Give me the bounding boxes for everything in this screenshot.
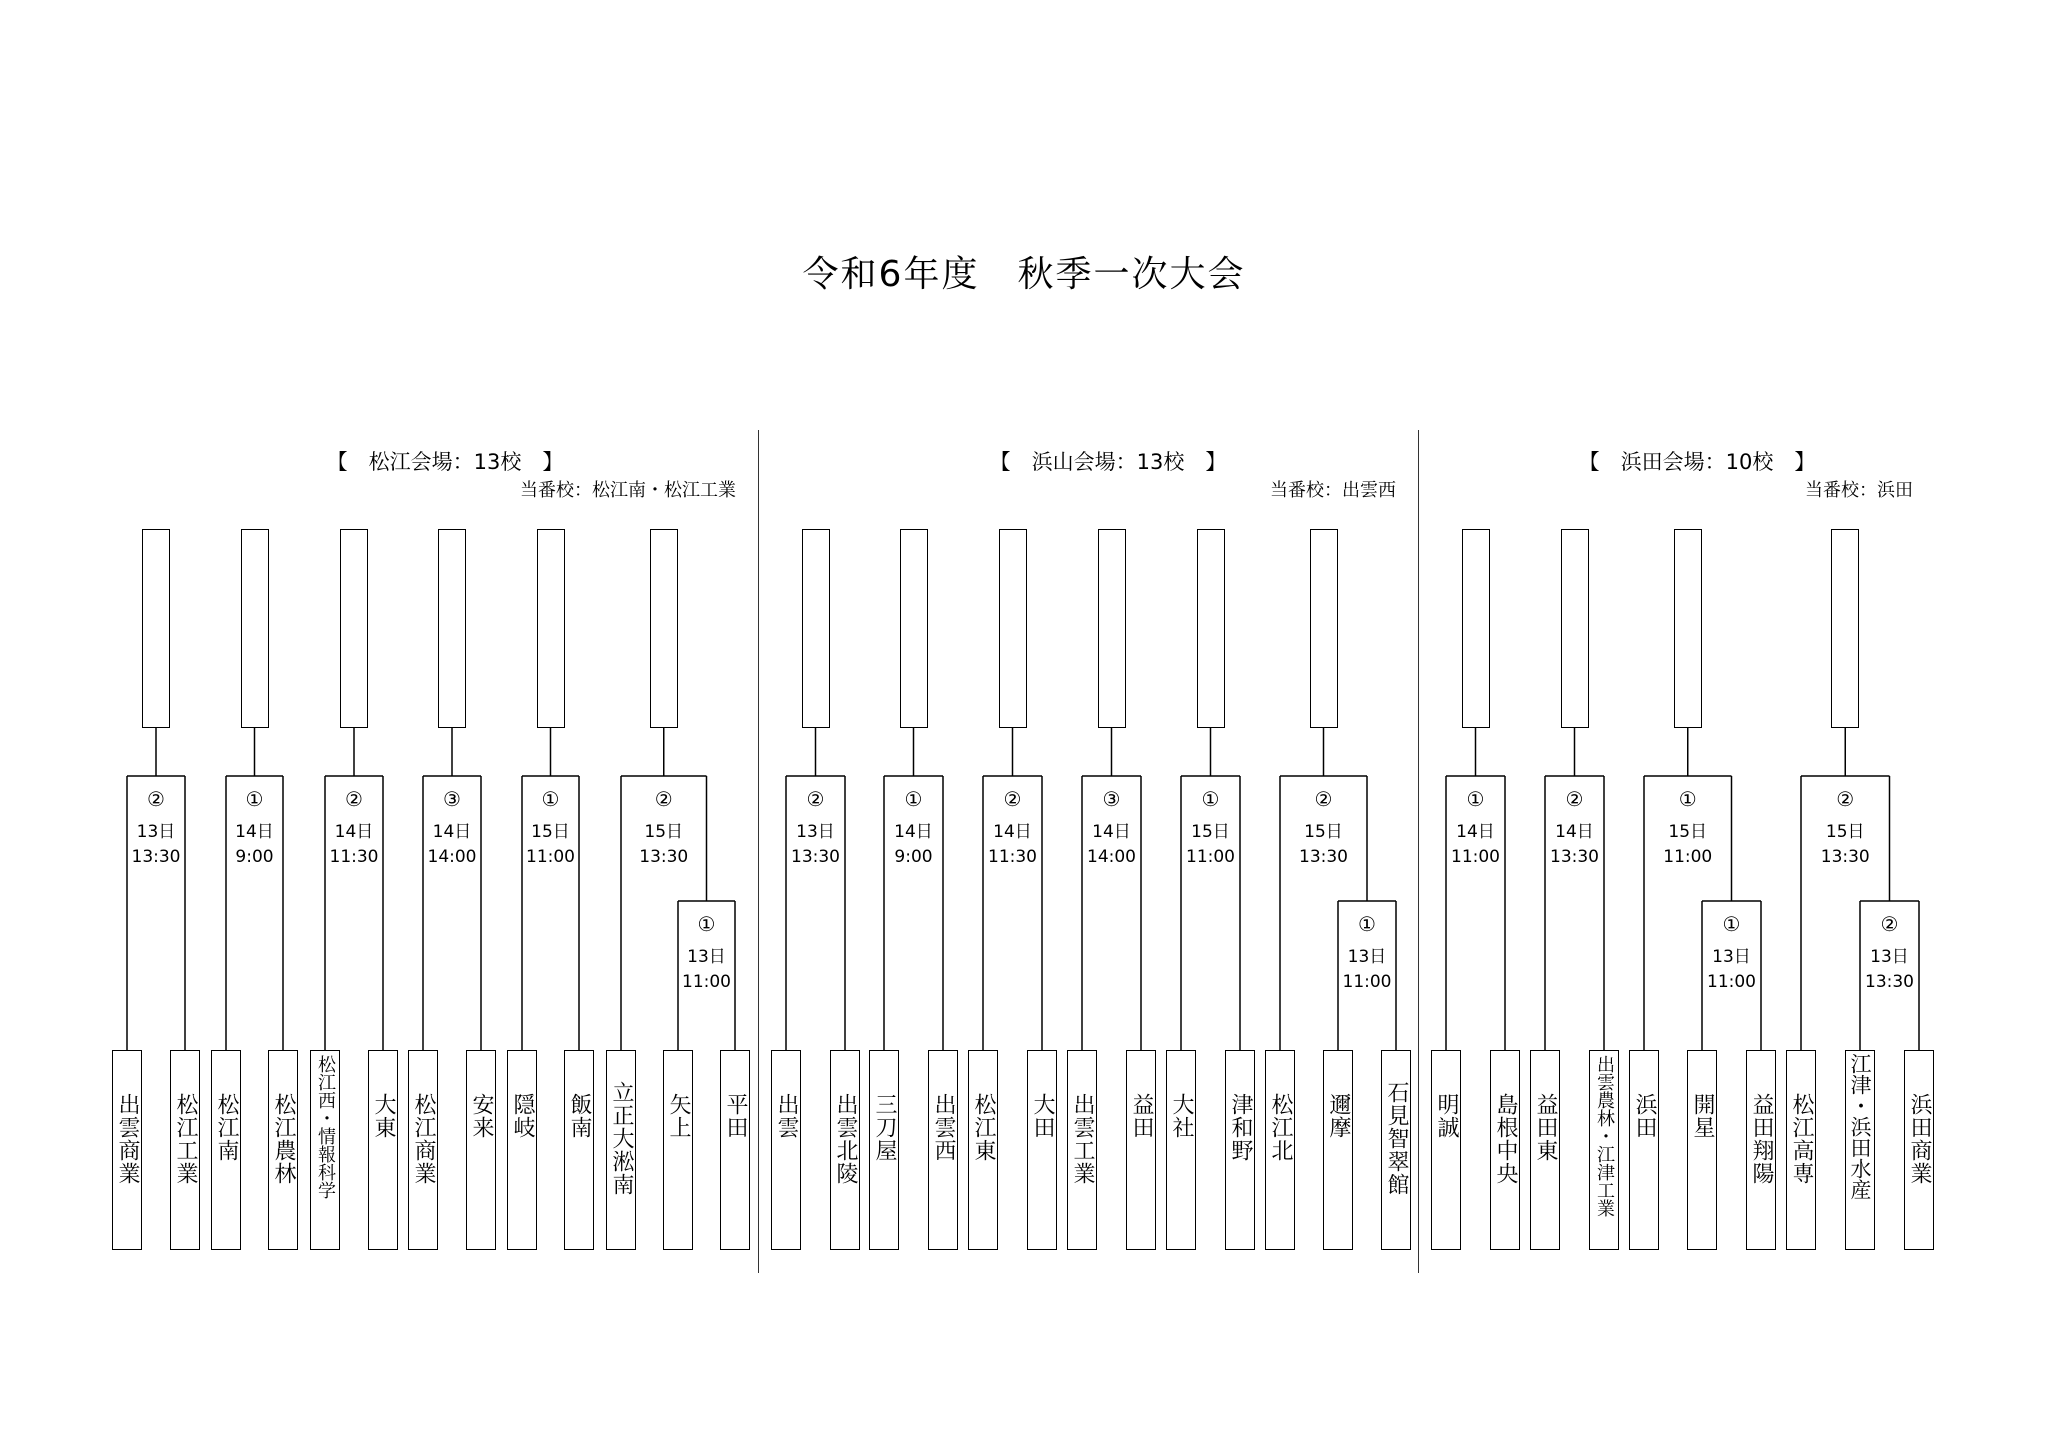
team-name: 松江南 (211, 1050, 241, 1250)
winner-box (1462, 529, 1490, 728)
match-time: 14:00 (427, 847, 477, 867)
team-name: 邇摩 (1323, 1050, 1353, 1250)
match-info (622, 787, 706, 870)
match-day: 15日 (1668, 822, 1708, 842)
match-info (1690, 912, 1774, 995)
match-time: 11:00 (526, 847, 575, 867)
team-name: 立正大淞南 (606, 1050, 636, 1250)
match-day: 15日 (1304, 822, 1343, 842)
team-name: 松江農林 (268, 1050, 298, 1250)
match-day: 13日 (136, 822, 176, 842)
match-time: 9:00 (894, 847, 933, 867)
team-name: 出雲北陵 (830, 1050, 860, 1250)
match-number: ② (147, 787, 165, 811)
team-name: 浜田 (1629, 1050, 1659, 1250)
winner-box (241, 529, 269, 728)
match-day: 13日 (687, 947, 726, 967)
team-name: 江津・浜田水産 (1845, 1050, 1875, 1250)
team-name: 出雲商業 (112, 1050, 142, 1250)
winner-box (1098, 529, 1126, 728)
winner-box (900, 529, 928, 728)
match-number: ① (1358, 912, 1376, 936)
match-time: 11:00 (682, 972, 731, 992)
match-info (1282, 787, 1366, 870)
team-name: 益田東 (1530, 1050, 1560, 1250)
match-number: ③ (443, 787, 461, 811)
winner-box (802, 529, 830, 728)
team-name: 益田翔陽 (1746, 1050, 1776, 1250)
team-name: 松江西・情報科学 (310, 1050, 340, 1250)
team-name: 大東 (368, 1050, 398, 1250)
team-name: 松江商業 (408, 1050, 438, 1250)
team-name: 益田 (1126, 1050, 1156, 1250)
match-info (312, 787, 396, 870)
match-number: ① (245, 787, 264, 811)
match-number: ① (541, 787, 560, 811)
match-time: 11:30 (329, 847, 379, 867)
team-name: 松江東 (968, 1050, 998, 1250)
match-number: ① (1678, 787, 1697, 811)
team-name: 島根中央 (1490, 1050, 1520, 1250)
team-name: 大田 (1027, 1050, 1057, 1250)
match-info (971, 787, 1055, 870)
team-name: 出雲農林・江津工業 (1589, 1050, 1619, 1250)
match-time: 13:30 (1299, 847, 1348, 867)
venue-heading-hamayama: 【 浜山会場：13校 】 (989, 450, 1227, 474)
match-day: 13日 (1712, 947, 1751, 967)
venue-heading-matsue: 【 松江会場：13校 】 (326, 450, 564, 474)
match-time: 11:00 (1451, 847, 1500, 867)
team-name: 飯南 (564, 1050, 594, 1250)
team-name: 出雲 (771, 1050, 801, 1250)
team-name: 隠岐 (507, 1050, 537, 1250)
match-day: 15日 (1191, 822, 1230, 842)
match-time: 14:00 (1087, 847, 1136, 867)
match-time: 9:00 (235, 847, 274, 867)
match-number: ① (1466, 787, 1485, 811)
winner-box (340, 529, 368, 728)
team-name: 明誠 (1431, 1050, 1461, 1250)
winner-box (142, 529, 170, 728)
team-name: 松江高専 (1786, 1050, 1816, 1250)
duty-school-matsue: 当番校：松江南・松江工業 (520, 480, 736, 501)
match-time: 11:30 (988, 847, 1037, 867)
winner-box (1310, 529, 1338, 728)
team-name: 浜田商業 (1904, 1050, 1934, 1250)
match-time: 13:30 (791, 847, 840, 867)
team-name: 松江工業 (170, 1050, 200, 1250)
match-day: 14日 (432, 822, 472, 842)
match-day: 15日 (1825, 822, 1865, 842)
match-time: 11:00 (1663, 847, 1713, 867)
winner-box (1561, 529, 1589, 728)
team-name: 出雲西 (928, 1050, 958, 1250)
team-name: 矢上 (663, 1050, 693, 1250)
match-info (114, 787, 198, 870)
match-number: ② (806, 787, 825, 811)
duty-school-hamayama: 当番校：出雲西 (1270, 480, 1396, 501)
match-info (213, 787, 297, 870)
match-number: ② (345, 787, 363, 811)
match-day: 13日 (1347, 947, 1387, 967)
match-day: 14日 (235, 822, 274, 842)
match-time: 13:30 (1820, 847, 1870, 867)
match-info (872, 787, 956, 870)
winner-box (1197, 529, 1225, 728)
match-number: ② (1836, 787, 1855, 811)
match-info (1325, 912, 1409, 995)
match-day: 14日 (1456, 822, 1495, 842)
match-time: 13:30 (1865, 972, 1914, 992)
match-time: 13:30 (131, 847, 181, 867)
match-number: ② (1003, 787, 1022, 811)
match-number: ① (904, 787, 923, 811)
team-name: 出雲工業 (1067, 1050, 1097, 1250)
match-time: 13:30 (1550, 847, 1599, 867)
match-number: ③ (1102, 787, 1121, 811)
match-day: 14日 (1092, 822, 1131, 842)
match-number: ① (1722, 912, 1741, 936)
match-day: 14日 (894, 822, 933, 842)
match-info (1070, 787, 1154, 870)
winner-box (999, 529, 1027, 728)
match-info (509, 787, 593, 870)
page-title: 令和6年度 秋季一次大会 (802, 254, 1246, 295)
match-number: ② (1565, 787, 1584, 811)
team-name: 松江北 (1265, 1050, 1295, 1250)
match-time: 11:00 (1707, 972, 1756, 992)
match-info (1533, 787, 1617, 870)
winner-box (438, 529, 466, 728)
match-day: 13日 (1870, 947, 1909, 967)
match-info (410, 787, 494, 870)
match-info (665, 912, 749, 995)
match-day: 15日 (644, 822, 684, 842)
match-day: 14日 (1555, 822, 1594, 842)
match-time: 13:30 (639, 847, 689, 867)
match-day: 14日 (334, 822, 374, 842)
match-number: ② (1880, 912, 1899, 936)
match-number: ② (1314, 787, 1333, 811)
team-name: 平田 (720, 1050, 750, 1250)
team-name: 安来 (466, 1050, 496, 1250)
match-info (1848, 912, 1932, 995)
duty-school-hamada: 当番校：浜田 (1805, 480, 1913, 501)
venue-heading-hamada: 【 浜田会場：10校 】 (1578, 450, 1816, 474)
team-name: 開星 (1687, 1050, 1717, 1250)
match-info (774, 787, 858, 870)
match-day: 13日 (796, 822, 835, 842)
match-day: 15日 (531, 822, 570, 842)
winner-box (1674, 529, 1702, 728)
winner-box (650, 529, 678, 728)
match-number: ② (654, 787, 673, 811)
match-number: ① (697, 912, 716, 936)
match-time: 11:00 (1342, 972, 1392, 992)
match-number: ① (1201, 787, 1220, 811)
match-info (1434, 787, 1518, 870)
match-time: 11:00 (1186, 847, 1235, 867)
team-name: 石見智翠館 (1381, 1050, 1411, 1250)
team-name: 大社 (1166, 1050, 1196, 1250)
match-day: 14日 (993, 822, 1032, 842)
winner-box (1831, 529, 1859, 728)
match-info (1646, 787, 1730, 870)
match-info (1803, 787, 1887, 870)
team-name: 津和野 (1225, 1050, 1255, 1250)
team-name: 三刀屋 (869, 1050, 899, 1250)
match-info (1169, 787, 1253, 870)
winner-box (537, 529, 565, 728)
